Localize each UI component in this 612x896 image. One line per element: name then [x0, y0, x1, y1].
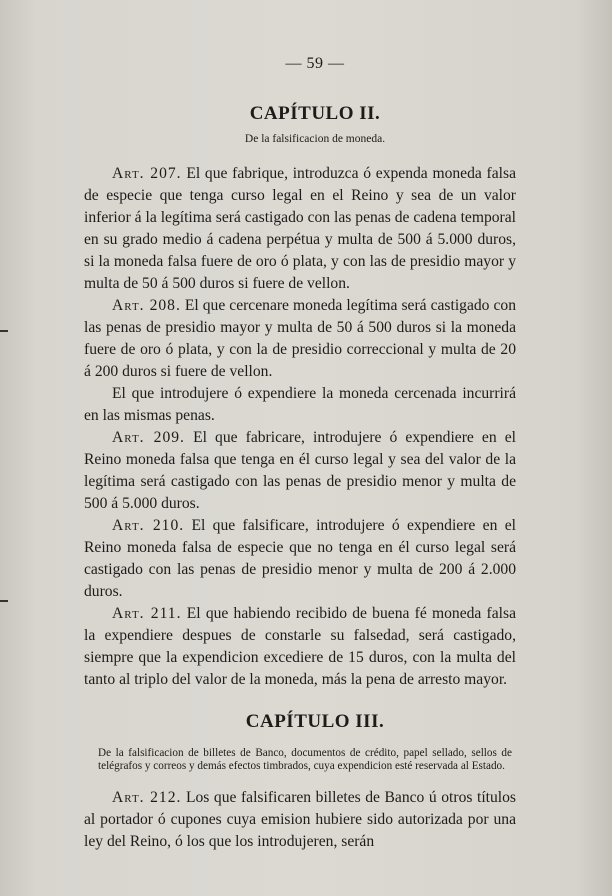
page-text [84, 55, 516, 853]
article-text: Los que falsificaren billetes de Banco ú otros títulos al portador ó cupones cuya emision hubiere sido autorizada por una ley del Reino, ó los que los introdujeren, serán [84, 789, 516, 850]
chapter-ii-subtitle: De la falsificacion de moneda. [244, 133, 386, 145]
article-207 [84, 163, 516, 295]
page-edge-mark [0, 330, 8, 332]
article-211 [84, 603, 516, 691]
article-label: Art. 210. [112, 517, 185, 534]
chapter-ii-title: CAPÍTULO II. [249, 103, 381, 124]
article-210 [84, 515, 516, 603]
article-text: El que habiendo recibido de buena fé moneda falsa la expendiere despues de constarle su falsedad, será castigado, siempre que la expendicion excediere de 15 duros, con la multa del tanto al triplo del valor de la moneda, más la pena de arresto mayor. [84, 605, 516, 688]
page-number: — 59 — [285, 55, 345, 72]
article-text: El que fabricare, introdujere ó expendiere en el Reino moneda falsa que tenga en él curso legal y sea del valor de la legítima será castigado con las penas de presidio menor y multa de 500 á 5.000 duros. [84, 429, 516, 512]
chapter-iii-title: CAPÍTULO III. [245, 711, 385, 732]
article-label: Art. 208. [112, 297, 181, 314]
page-edge-mark [0, 600, 8, 602]
article-208 [84, 295, 516, 383]
article-text: El que falsificare, introdujere ó expendiere en el Reino moneda falsa de especie que no tenga en él curso legal será castigado con las penas de presidio menor y multa de 200 á 2.000 duros. [84, 517, 516, 600]
chapter-iii-subtitle: De la falsificacion de billetes de Banco, documentos de crédito, papel sellado, sellos de telégrafos y correos y demás efectos timbrados, cuya expendicion esté reservada al Estado. [98, 747, 512, 772]
article-212 [84, 787, 516, 853]
article-label: Art. 212. [112, 789, 182, 806]
article-text: El que cercenare moneda legítima será castigado con las penas de presidio mayor y multa de 50 á 500 duros si la moneda fuere de oro ó plata, y con la de presidio correccional y multa de 20 á 200 duros si fuere de vellon. [84, 297, 516, 380]
article-209 [84, 427, 516, 515]
article-label: Art. 211. [112, 605, 182, 622]
article-label: Art. 207. [112, 165, 182, 182]
article-208-continuation: El que introdujere ó expendiere la moneda cercenada incurrirá en las mismas penas. [84, 385, 516, 424]
article-text: El que fabrique, introduzca ó expenda moneda falsa de especie que tenga curso legal en el Reino y sea de un valor inferior á la legítima será castigado con las penas de cadena temporal en su grado medio á cadena perpétua y multa de 500 á 5.000 duros, si la moneda falsa fuere de oro ó plata, y con las de presidio mayor y multa de 50 á 500 duros si fuere de vellon. [84, 165, 516, 292]
article-label: Art. 209. [112, 429, 185, 446]
